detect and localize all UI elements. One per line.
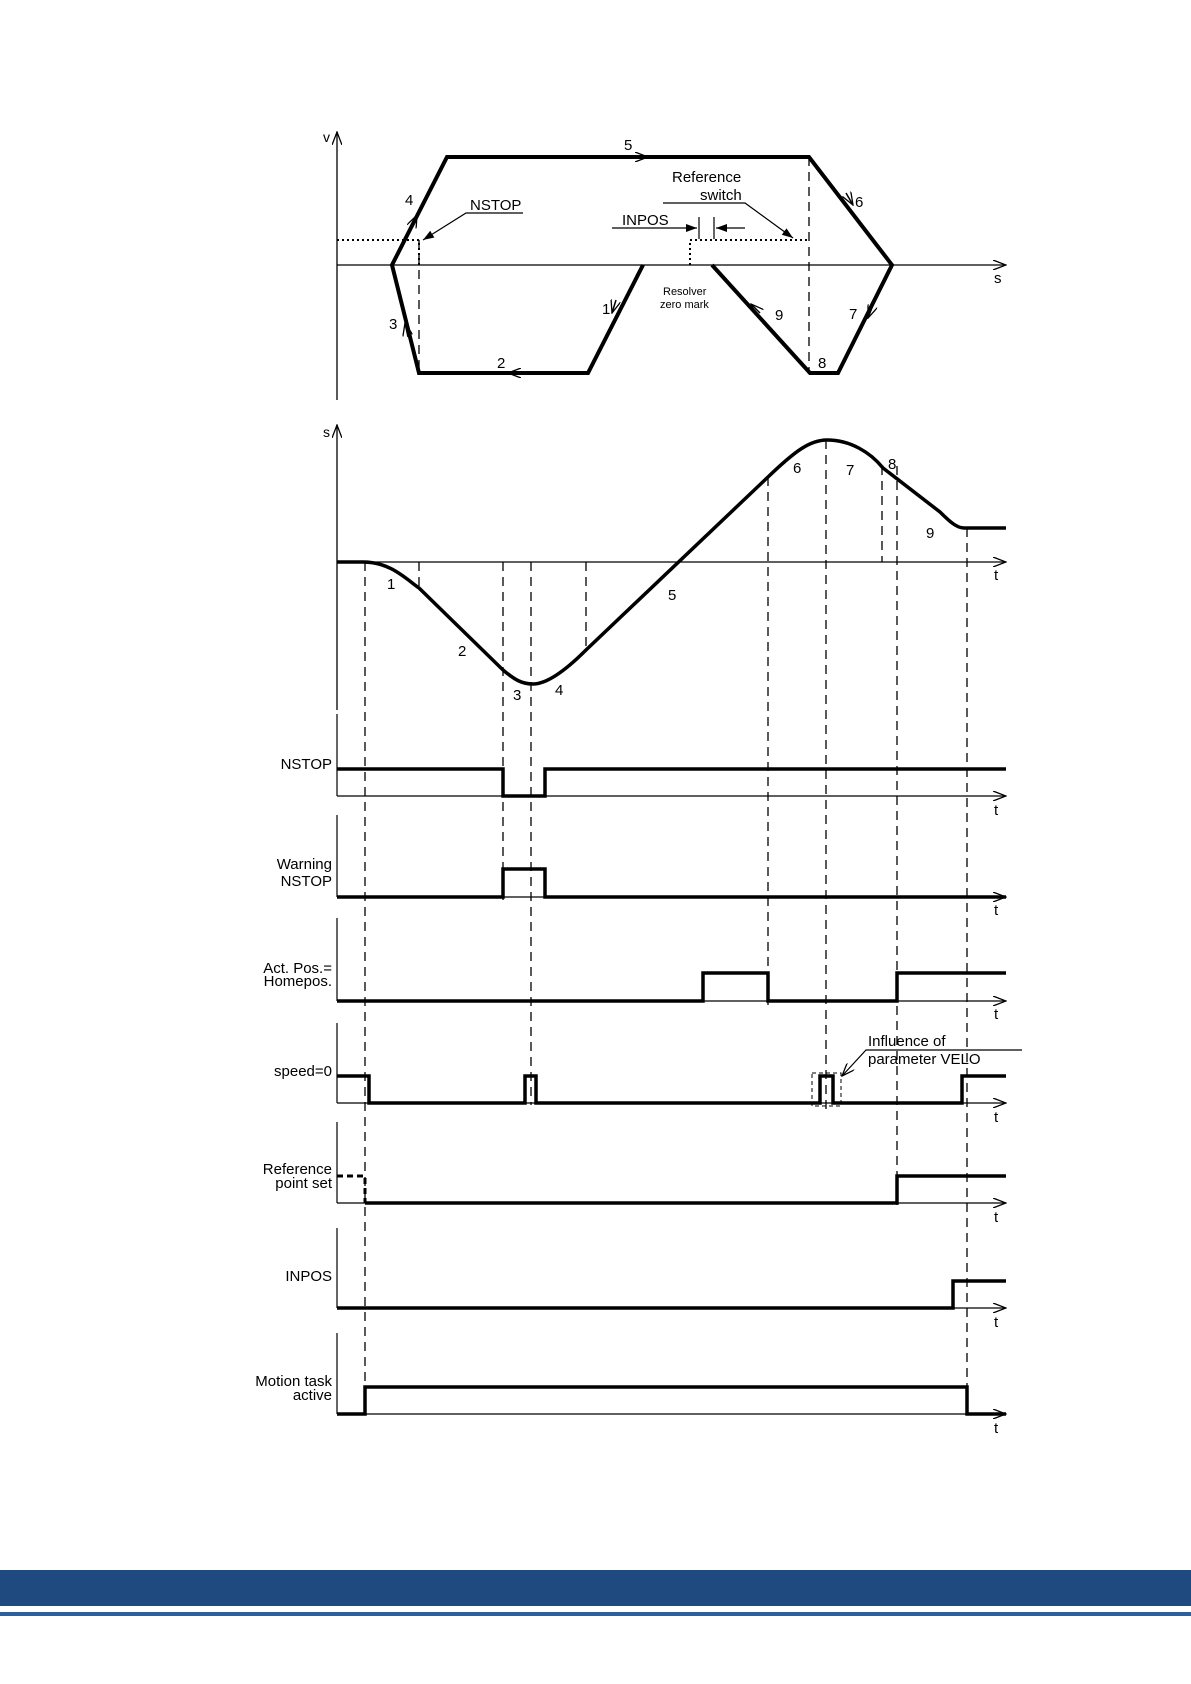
- signal-warning-label-1: Warning: [276, 856, 332, 873]
- resolver-annotation-2: zero mark: [660, 299, 709, 311]
- time-markers: [365, 440, 967, 1410]
- inpos-annotation: INPOS: [622, 212, 669, 229]
- position-chart: [323, 424, 1006, 710]
- velocity-chart: [323, 129, 1006, 400]
- signal-actpos-label-2: Homepos.: [263, 973, 332, 990]
- signal-actpos: [263, 918, 1006, 1023]
- seg-label-4: 4: [405, 192, 414, 209]
- reference-switch-dotted: [690, 240, 809, 265]
- signal-inpos-t: t: [994, 1314, 999, 1331]
- phase-label-1: 1: [387, 576, 396, 593]
- signal-actpos-label-1: Act. Pos.=: [263, 960, 332, 977]
- signal-refpoint-trace: [365, 1176, 1006, 1203]
- signal-motion-label-1: Motion task: [255, 1373, 332, 1390]
- signal-warning-trace: [337, 869, 1006, 897]
- seg-label-9: 9: [775, 307, 784, 324]
- t-x-axis-label: t: [994, 567, 999, 584]
- signal-speed0: [274, 1023, 1022, 1126]
- phase-label-3: 3: [513, 687, 522, 704]
- signal-nstop-t: t: [994, 802, 999, 819]
- signal-speed0-t: t: [994, 1109, 999, 1126]
- resolver-annotation: Resolver: [663, 286, 707, 298]
- signal-speed0-label: speed=0: [274, 1063, 332, 1080]
- footer-band: [0, 1570, 1191, 1606]
- signal-warning-t: t: [994, 902, 999, 919]
- signal-motion-trace: [337, 1387, 1006, 1414]
- signal-nstop-label: NSTOP: [280, 756, 332, 773]
- phase-label-5: 5: [668, 587, 677, 604]
- signal-speed0-trace: [337, 1076, 1006, 1103]
- seg-label-6: 6: [855, 194, 864, 211]
- s-y-axis-label: s: [323, 424, 330, 440]
- velo-note-2: parameter VELO: [868, 1051, 981, 1068]
- seg-label-5: 5: [624, 137, 633, 154]
- signal-motion-label-2: active: [292, 1387, 332, 1404]
- v-axis-label: v: [323, 129, 330, 145]
- signal-actpos-trace: [337, 973, 1006, 1001]
- signal-motion-t: t: [994, 1420, 999, 1437]
- reference-switch-annotation: Reference: [672, 169, 742, 186]
- arrow-seg1: [612, 300, 616, 313]
- signal-refpoint-t: t: [994, 1209, 999, 1226]
- signal-inpos-trace: [337, 1281, 1006, 1308]
- velo-note-1: Influence of: [868, 1033, 946, 1050]
- reference-switch-annotation-2: switch: [700, 187, 742, 204]
- arrow-seg6: [846, 193, 853, 205]
- seg-label-8: 8: [818, 355, 827, 372]
- seg-label-1: 1: [602, 301, 611, 318]
- phase-label-6: 6: [793, 460, 802, 477]
- seg-label-3: 3: [389, 316, 398, 333]
- phase-label-9: 9: [926, 525, 935, 542]
- phase-label-8: 8: [888, 456, 897, 473]
- nstop-annotation: NSTOP: [470, 197, 522, 214]
- phase-label-4: 4: [555, 682, 564, 699]
- phase-label-7: 7: [846, 462, 855, 479]
- footer-rule: [0, 1612, 1191, 1616]
- signal-nstop-trace: [337, 769, 1006, 796]
- phase-label-2: 2: [458, 643, 467, 660]
- s-axis-label: s: [994, 270, 1002, 287]
- signal-refpoint-label-1: Reference: [262, 1161, 332, 1178]
- signal-refpoint-dashed-start: [337, 1176, 365, 1203]
- nstop-leader: [423, 213, 523, 240]
- nstop-dotted-level: [337, 240, 419, 265]
- seg-label-7: 7: [849, 306, 858, 323]
- signal-inpos: [285, 1228, 1006, 1331]
- signal-refpoint: [263, 1122, 1006, 1226]
- reference-switch-leader: [663, 203, 793, 238]
- seg-label-2: 2: [497, 355, 506, 372]
- signal-actpos-t: t: [994, 1006, 999, 1023]
- signal-warning-label-2: NSTOP: [280, 873, 332, 890]
- signal-refpoint-label-2: point set: [275, 1175, 332, 1192]
- signal-inpos-label: INPOS: [285, 1268, 332, 1285]
- signal-motion-task: [255, 1333, 1006, 1437]
